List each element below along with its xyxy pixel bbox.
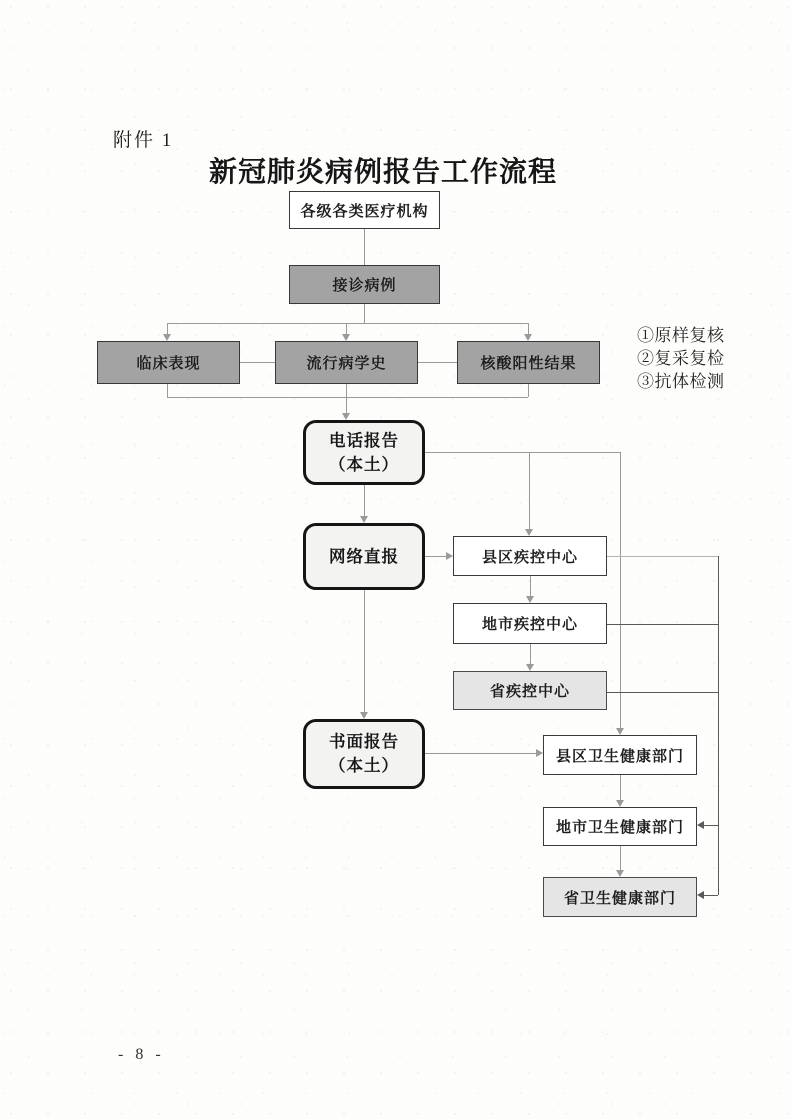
flow-line — [529, 452, 530, 529]
arrowhead-down — [526, 664, 534, 671]
flow-line — [718, 556, 719, 895]
flow-line — [425, 753, 536, 754]
arrowhead-down — [342, 334, 350, 341]
flow-line — [167, 323, 528, 324]
arrowhead-down — [526, 596, 534, 603]
node-city-cdc: 地市疾控中心 — [453, 603, 607, 644]
flow-line — [167, 397, 528, 398]
flow-line — [364, 304, 365, 323]
arrowhead-right — [536, 749, 543, 757]
arrowhead-down — [525, 529, 533, 536]
written-report-line2: （本土） — [329, 756, 399, 775]
arrowhead-down — [524, 334, 532, 341]
flow-line — [607, 624, 718, 625]
arrowhead-right — [446, 552, 453, 560]
flow-line — [528, 384, 529, 397]
arrowhead-down — [616, 728, 624, 735]
node-county-cdc: 县区疾控中心 — [453, 536, 607, 576]
flow-line — [418, 362, 457, 363]
annotation-line-1: ①原样复核 — [637, 326, 725, 345]
flow-line — [607, 556, 718, 557]
annotation-line-3: ③抗体检测 — [637, 372, 725, 391]
flow-line — [530, 644, 531, 664]
flow-line — [425, 556, 446, 557]
flow-line — [167, 384, 168, 397]
node-medical-org: 各级各类医疗机构 — [289, 191, 440, 229]
node-province-cdc: 省疾控中心 — [453, 671, 607, 710]
node-clinical: 临床表现 — [97, 341, 240, 384]
arrowhead-down — [616, 870, 624, 877]
page-title: 新冠肺炎病例报告工作流程 — [208, 157, 557, 188]
flow-line — [620, 846, 621, 870]
flow-line — [607, 692, 718, 693]
phone-report-line1: 电话报告 — [329, 430, 399, 450]
flow-line — [346, 384, 347, 413]
node-province-health: 省卫生健康部门 — [543, 877, 697, 917]
node-city-health: 地市卫生健康部门 — [543, 807, 697, 846]
annotation-line-2: ②复采复检 — [637, 349, 725, 368]
flow-line — [620, 775, 621, 800]
arrowhead-down — [342, 413, 350, 420]
flow-line — [364, 590, 365, 712]
flow-line — [240, 362, 275, 363]
network-report-label: 网络直报 — [329, 546, 399, 566]
node-phone-report — [303, 420, 425, 485]
node-county-health: 县区卫生健康部门 — [543, 735, 697, 775]
flow-line — [425, 452, 620, 453]
page-number: - 8 - — [118, 1046, 165, 1063]
flow-line — [364, 229, 365, 265]
flow-line — [530, 576, 531, 596]
retest-annotation — [637, 324, 725, 393]
flow-line — [704, 895, 718, 896]
node-nucleic-acid: 核酸阳性结果 — [457, 341, 600, 384]
arrowhead-down — [360, 712, 368, 719]
arrowhead-down — [616, 800, 624, 807]
node-receive-case: 接诊病例 — [289, 265, 440, 304]
arrowhead-left — [697, 891, 704, 899]
node-epidemiology: 流行病学史 — [275, 341, 418, 384]
node-written-report — [303, 719, 425, 789]
written-report-line1: 书面报告 — [329, 732, 399, 752]
node-network-report — [303, 523, 425, 590]
arrowhead-left — [697, 821, 704, 829]
attachment-label: 附件 1 — [113, 130, 174, 151]
arrowhead-down — [360, 516, 368, 523]
arrowhead-down — [163, 334, 171, 341]
flow-line — [620, 452, 621, 728]
phone-report-line2: （本土） — [329, 454, 399, 474]
flow-line — [364, 485, 365, 516]
flow-line — [704, 825, 718, 826]
